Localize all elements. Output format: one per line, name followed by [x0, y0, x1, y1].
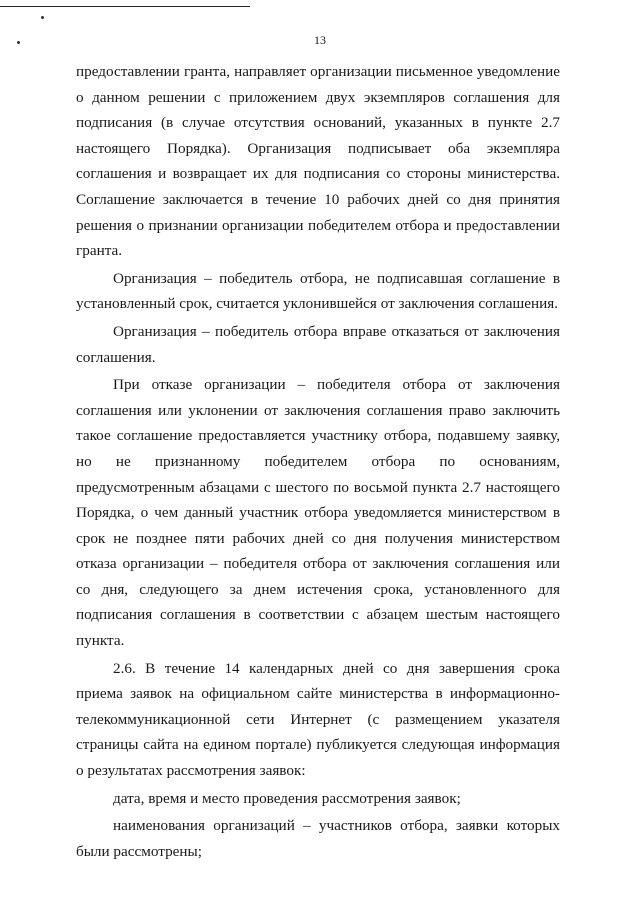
paragraph: дата, время и место проведения рассмотрения заявок;	[113, 789, 461, 807]
paragraph: 2.6. В течение 14 календарных дней со дня завершения срока приема заявок на официальном сайте министерства в информационно-телекоммуникационной сети Интернет (с размещением указателя страницы сайта на едином портале) публикуется следующая информация о результатах рассмотрения заявок:	[76, 659, 560, 780]
paragraph: Организация – победитель отбора, не подписавшая соглашение в установленный срок, считается уклонившейся от заключения соглашения.	[76, 269, 560, 313]
page-number: 13	[314, 33, 326, 47]
paragraph: При отказе организации – победителя отбора от заключения соглашения или уклонении от заключения соглашения право заключить такое соглашение предоставляется участнику отбора, подавшему заявку, но не признанному победителем отбора по основаниям, предусмотренным абзацами с шестого по восьмой пункта 2.7 настоящего Порядка, о чем данный участник отбора уведомляется министерством в срок не позднее пяти рабочих дней со дня получения министерством отказа организации – победителя отбора от заключения соглашения или со дня, следующего за днем истечения срока, установленного для подписания соглашения в соответствии с абзацем шестым настоящего пункта.	[76, 376, 560, 650]
paragraph: наименования организаций – участников отбора, заявки которых были рассмотрены;	[76, 817, 560, 860]
scan-speck	[41, 16, 44, 19]
paragraph: предоставлении гранта, направляет организации письменное уведомление о данном решении с приложением двух экземпляров соглашения для подписания (в случае отсутствия оснований, указанных в пункте 2.7 настоящего Порядка). Организация подписывает оба экземпляра соглашения и возвращает их для подписания со стороны министерства. Соглашение заключается в течение 10 рабочих дней со дня принятия решения о признании организации победителем отбора и предоставлении гранта.	[76, 63, 560, 260]
top-rule-line	[0, 6, 250, 7]
paragraph: Организация – победитель отбора вправе отказаться от заключения соглашения.	[76, 322, 560, 366]
body-text	[76, 59, 560, 864]
